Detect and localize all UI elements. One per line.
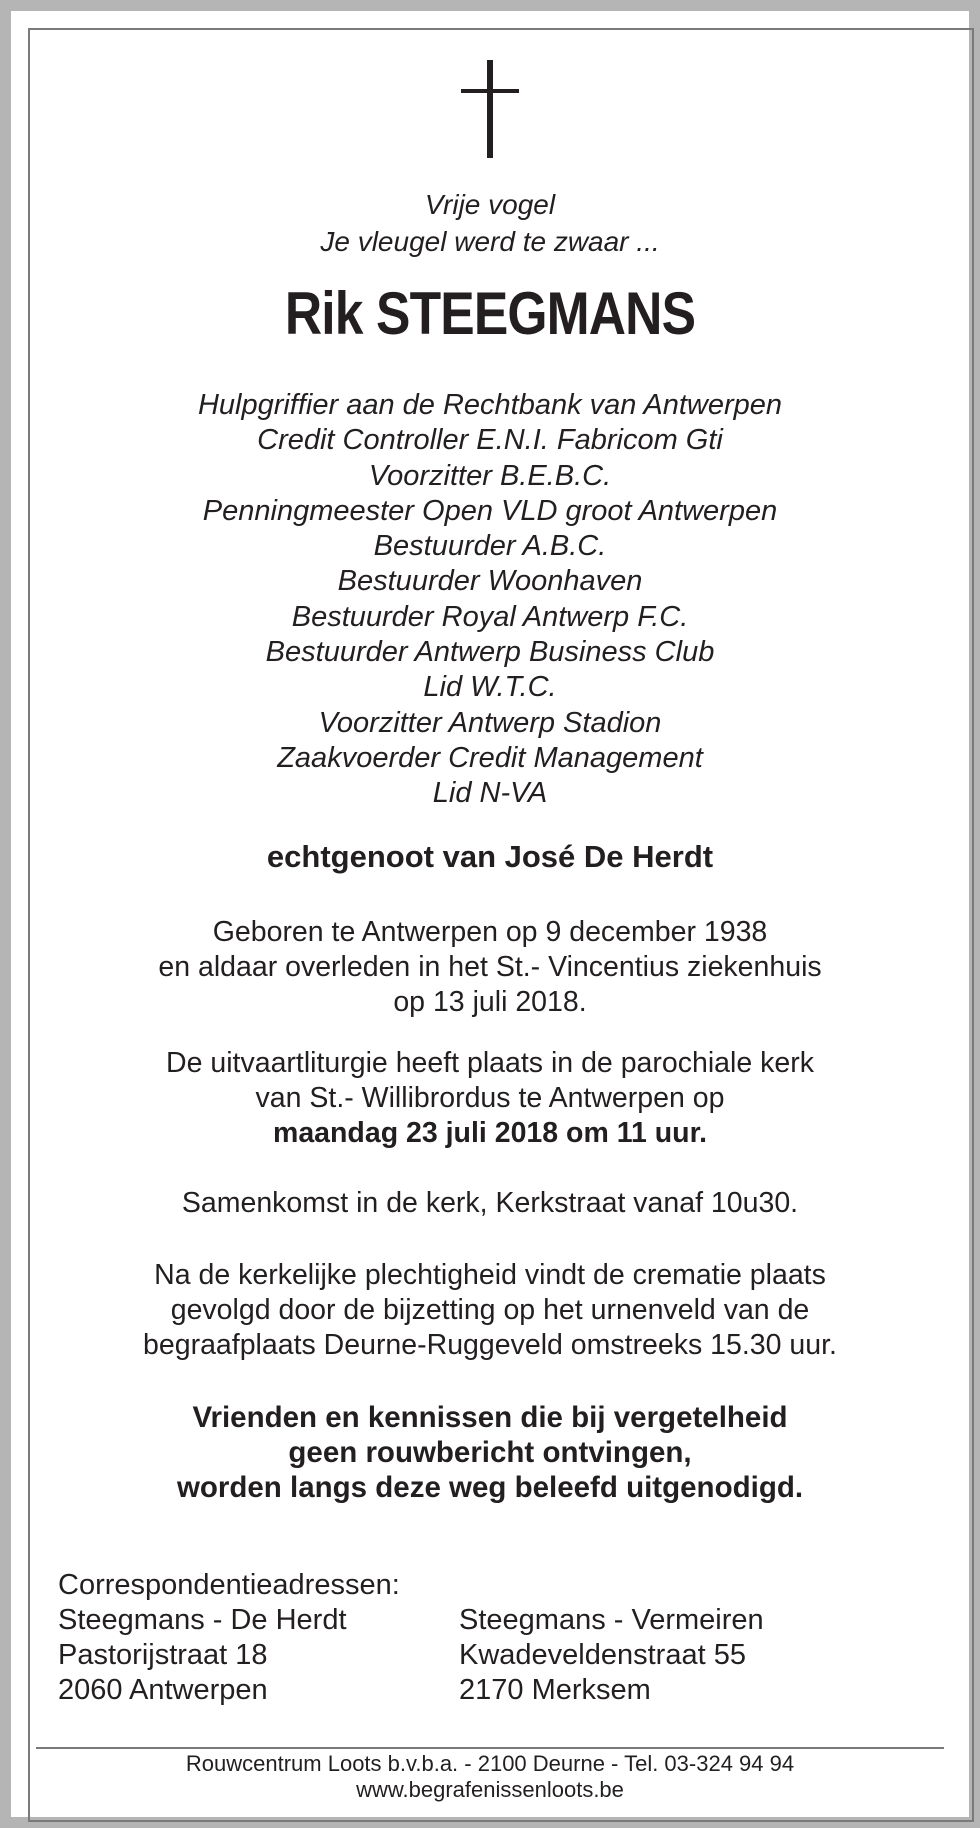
address-line: 2170 Merksem bbox=[459, 1674, 651, 1706]
function-item: Lid W.T.C. bbox=[423, 671, 557, 704]
funeral-line: De uitvaartliturgie heeft plaats in de parochiale kerk bbox=[166, 1047, 814, 1079]
function-item: Lid N-VA bbox=[432, 777, 548, 810]
funeral-paragraph bbox=[0, 1046, 980, 1151]
footer bbox=[0, 1751, 980, 1803]
function-item: Bestuurder A.B.C. bbox=[373, 530, 607, 563]
address-line: Steegmans - De Herdt bbox=[58, 1604, 347, 1636]
gathering-line: Samenkomst in de kerk, Kerkstraat vanaf 10u30. bbox=[181, 1187, 799, 1219]
correspondence-right bbox=[459, 1603, 764, 1708]
spouse-line: echtgenoot van José De Herdt bbox=[266, 839, 714, 874]
invitation-paragraph bbox=[0, 1400, 980, 1505]
invitation-line: worden langs deze weg beleefd uitgenodigd. bbox=[176, 1471, 804, 1504]
function-item: Credit Controller E.N.I. Fabricom Gti bbox=[257, 424, 723, 457]
address-line: Kwadeveldenstraat 55 bbox=[459, 1639, 746, 1671]
function-item: Penningmeester Open VLD groot Antwerpen bbox=[202, 494, 778, 527]
functions-list bbox=[0, 388, 980, 812]
correspondence-left bbox=[58, 1568, 400, 1708]
function-item: Zaakvoerder Credit Management bbox=[277, 741, 703, 774]
funeral-line: van St.- Willibrordus te Antwerpen op bbox=[255, 1082, 725, 1114]
cremation-line: gevolgd door de bijzetting op het urnenveld van de bbox=[170, 1294, 810, 1326]
footer-website-link[interactable]: www.begrafenissenloots.be bbox=[356, 1777, 624, 1802]
birth-line: op 13 juli 2018. bbox=[393, 986, 587, 1018]
function-item: Bestuurder Woonhaven bbox=[337, 565, 643, 598]
footer-divider bbox=[36, 1747, 944, 1749]
cremation-line: begraafplaats Deurne-Ruggeveld omstreeks 15.30 uur. bbox=[143, 1329, 837, 1361]
function-item: Voorzitter B.E.B.C. bbox=[368, 459, 612, 492]
cremation-line: Na de kerkelijke plechtigheid vindt de crematie plaats bbox=[154, 1259, 826, 1291]
motto-line: Je vleugel werd te zwaar ... bbox=[320, 226, 660, 257]
address-line: 2060 Antwerpen bbox=[58, 1674, 268, 1706]
funeral-date: maandag 23 juli 2018 om 11 uur. bbox=[272, 1117, 708, 1149]
birth-line: en aldaar overleden in het St.- Vincentius ziekenhuis bbox=[158, 951, 822, 983]
address-line: Steegmans - Vermeiren bbox=[459, 1604, 764, 1636]
invitation-line: Vrienden en kennissen die bij vergetelheid bbox=[192, 1401, 788, 1434]
motto bbox=[0, 186, 980, 260]
cross-icon bbox=[461, 60, 519, 158]
correspondence-heading: Correspondentieadressen: bbox=[58, 1569, 400, 1601]
motto-line: Vrije vogel bbox=[424, 189, 556, 220]
cremation-paragraph bbox=[0, 1258, 980, 1363]
function-item: Bestuurder Royal Antwerp F.C. bbox=[291, 600, 689, 633]
function-item: Hulpgriffier aan de Rechtbank van Antwerpen bbox=[197, 389, 783, 421]
birth-line: Geboren te Antwerpen op 9 december 1938 bbox=[212, 916, 768, 948]
footer-company: Rouwcentrum Loots b.v.b.a. - 2100 Deurne - Tel. 03-324 94 94 bbox=[185, 1751, 795, 1776]
function-item: Voorzitter Antwerp Stadion bbox=[318, 706, 662, 739]
function-item: Bestuurder Antwerp Business Club bbox=[265, 636, 715, 669]
invitation-line: geen rouwbericht ontvingen, bbox=[288, 1436, 692, 1469]
deceased-name: Rik STEEGMANS bbox=[284, 280, 696, 347]
birth-death-paragraph bbox=[0, 915, 980, 1020]
address-line: Pastorijstraat 18 bbox=[58, 1639, 268, 1671]
